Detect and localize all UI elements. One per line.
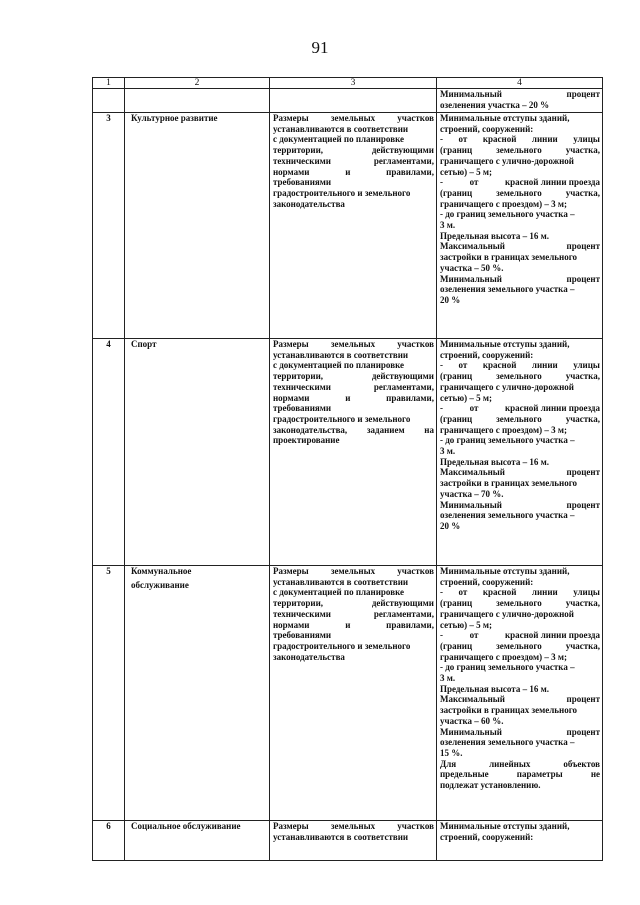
word: параметры xyxy=(516,769,563,780)
size-line xyxy=(273,339,434,350)
word: Размеры xyxy=(273,113,309,123)
header-cell-2: 2 xyxy=(125,78,270,89)
word: действующими xyxy=(371,371,434,382)
param-line: озеленения участка – 20 % xyxy=(440,99,550,110)
word: от xyxy=(469,403,479,414)
param-line: Предельная высота – 16 м. xyxy=(440,683,549,694)
param-line: 15 %. xyxy=(440,747,463,758)
name-line: обслуживание xyxy=(131,579,189,590)
word: земельного xyxy=(496,640,542,651)
word: красной xyxy=(482,360,517,371)
word: нормами xyxy=(273,619,310,630)
word: участка, xyxy=(565,371,600,382)
word: участков xyxy=(397,339,434,349)
param-line: озеленения земельного участка – xyxy=(440,284,575,295)
header-row xyxy=(93,78,603,89)
word: Размеры xyxy=(273,566,309,576)
param-line: 3 м. xyxy=(440,446,456,457)
word: - xyxy=(440,177,443,188)
word: красной линии проезда xyxy=(504,403,600,414)
word: процент xyxy=(566,273,600,284)
param-line xyxy=(440,727,600,738)
header-cell-1: 1 xyxy=(93,78,125,89)
land-use-name xyxy=(125,339,270,566)
param-line: граничащего с улично-дорожной xyxy=(440,381,574,392)
size-line: устанавливаются в соответствии xyxy=(273,123,409,134)
table-row xyxy=(93,821,603,861)
param-line: застройки в границах земельного xyxy=(440,478,578,489)
size-line: законодательства xyxy=(273,198,345,209)
word: правилами, xyxy=(386,392,434,403)
limit-parameters xyxy=(437,113,603,339)
word: земельных xyxy=(330,339,376,349)
param-line xyxy=(440,467,600,478)
word: красной линии проезда xyxy=(504,630,600,641)
size-line: градостроительного и земельного xyxy=(273,187,411,198)
word: линии xyxy=(531,587,558,598)
word: предельные xyxy=(440,769,489,780)
word: Максимальный xyxy=(440,241,505,252)
row-number: 4 xyxy=(93,339,125,566)
param-line: Предельная высота – 16 м. xyxy=(440,456,549,467)
word: от xyxy=(469,177,479,188)
param-line: 20 % xyxy=(440,520,461,531)
param-line: граничащего с улично-дорожной xyxy=(440,608,574,619)
param-line: сетью) – 5 м; xyxy=(440,166,493,177)
size-line: градостроительного и земельного xyxy=(273,413,411,424)
table-row xyxy=(93,566,603,821)
size-line xyxy=(273,609,434,620)
param-line xyxy=(440,769,600,780)
param-line: строений, сооружений: xyxy=(440,576,534,587)
size-line: градостроительного и земельного xyxy=(273,640,411,651)
param-line xyxy=(440,598,600,609)
word: участка, xyxy=(565,413,600,424)
word: земельных xyxy=(330,821,376,831)
land-use-name xyxy=(125,566,270,821)
word: Минимальный xyxy=(440,726,502,737)
word: Минимальный xyxy=(440,499,502,510)
word: Максимальный xyxy=(440,694,505,705)
param-line: строений, сооружений: xyxy=(440,123,534,134)
size-line: требованиями xyxy=(273,177,332,188)
word: процент xyxy=(566,726,600,737)
param-line: Минимальные отступы зданий, xyxy=(440,821,570,831)
zoning-table xyxy=(92,77,603,861)
table-row xyxy=(93,339,603,566)
word: техническими xyxy=(273,381,331,392)
param-line: участка – 60 %. xyxy=(440,715,504,726)
param-line: - до границ земельного участка – xyxy=(440,435,575,446)
param-line xyxy=(440,403,600,414)
word: Максимальный xyxy=(440,467,505,478)
land-use-name xyxy=(125,821,270,861)
size-line xyxy=(273,598,434,609)
size-line: с документацией по планировке xyxy=(273,360,405,371)
word: Минимальный xyxy=(440,89,502,99)
word: (границ xyxy=(440,598,473,609)
row-number: 6 xyxy=(93,821,125,861)
param-line: сетью) – 5 м; xyxy=(440,392,493,403)
param-line xyxy=(440,371,600,382)
limit-parameters xyxy=(437,89,603,113)
plot-size-rules xyxy=(270,821,437,861)
param-line xyxy=(440,360,600,371)
word: красной xyxy=(482,587,517,598)
size-line: законодательства xyxy=(273,651,345,662)
row-number: 3 xyxy=(93,113,125,339)
param-line: Минимальные отступы зданий, xyxy=(440,566,570,576)
word: процент xyxy=(566,467,600,478)
size-line xyxy=(273,145,434,156)
word: от xyxy=(458,134,468,145)
size-line xyxy=(273,382,434,393)
param-line xyxy=(440,241,600,252)
word: (границ xyxy=(440,640,473,651)
size-line: устанавливаются в соответствии xyxy=(273,831,409,842)
word: заданием xyxy=(366,424,405,435)
limit-parameters xyxy=(437,339,603,566)
land-use-name xyxy=(125,89,270,113)
word: процент xyxy=(566,694,600,705)
word: земельного xyxy=(496,145,542,156)
limit-parameters xyxy=(437,821,603,861)
param-line xyxy=(440,587,600,598)
name-line: Коммунальное xyxy=(131,566,192,576)
word: земельных xyxy=(330,566,376,576)
param-line: озеленения земельного участка – xyxy=(440,737,575,748)
word: правилами, xyxy=(386,166,434,177)
size-line xyxy=(273,425,434,436)
param-line xyxy=(440,630,600,641)
word: территории, xyxy=(273,598,324,609)
size-line: требованиями xyxy=(273,403,332,414)
param-line: граничащего с проездом) – 3 м; xyxy=(440,651,568,662)
row-number: 5 xyxy=(93,566,125,821)
size-line xyxy=(273,566,434,577)
word: земельных xyxy=(330,113,376,123)
word: участков xyxy=(397,566,434,576)
word: Размеры xyxy=(273,821,309,831)
size-line: устанавливаются в соответствии xyxy=(273,349,409,360)
size-line xyxy=(273,393,434,404)
param-line xyxy=(440,500,600,511)
param-line xyxy=(440,89,600,100)
row-number xyxy=(93,89,125,113)
size-line xyxy=(273,371,434,382)
word: линии xyxy=(531,360,558,371)
word: участка, xyxy=(565,640,600,651)
param-line xyxy=(440,177,600,188)
param-line: строений, сооружений: xyxy=(440,349,534,360)
word: участка, xyxy=(565,187,600,198)
word: территории, xyxy=(273,371,324,382)
land-use-name xyxy=(125,113,270,339)
table-row xyxy=(93,89,603,113)
word: Для xyxy=(440,758,457,769)
size-line: устанавливаются в соответствии xyxy=(273,576,409,587)
param-line: строений, сооружений: xyxy=(440,831,534,842)
param-line: застройки в границах земельного xyxy=(440,252,578,263)
size-line xyxy=(273,156,434,167)
param-line: Минимальные отступы зданий, xyxy=(440,339,570,349)
word: регламентами, xyxy=(373,155,434,166)
word: не xyxy=(590,769,600,780)
word: и xyxy=(345,166,351,177)
word: законодательства, xyxy=(273,424,348,435)
param-line xyxy=(440,641,600,652)
plot-size-rules xyxy=(270,339,437,566)
param-line xyxy=(440,274,600,285)
param-line: - до границ земельного участка – xyxy=(440,209,575,220)
param-line: граничащего с проездом) – 3 м; xyxy=(440,424,568,435)
word: земельного xyxy=(496,598,542,609)
word: территории, xyxy=(273,145,324,156)
word: - xyxy=(440,360,443,371)
word: регламентами, xyxy=(373,381,434,392)
word: земельного xyxy=(496,187,542,198)
word: линейных xyxy=(489,758,531,769)
word: от xyxy=(469,630,479,641)
word: - xyxy=(440,134,443,145)
param-line: застройки в границах земельного xyxy=(440,705,578,716)
param-line: сетью) – 5 м; xyxy=(440,619,493,630)
plot-size-rules xyxy=(270,113,437,339)
size-line: с документацией по планировке xyxy=(273,587,405,598)
param-line: подлежат установлению. xyxy=(440,780,541,791)
param-line xyxy=(440,134,600,145)
param-line: участка – 70 %. xyxy=(440,488,504,499)
word: и xyxy=(345,619,351,630)
word: линии xyxy=(531,134,558,145)
param-line: граничащего с проездом) – 3 м; xyxy=(440,198,568,209)
word: земельного xyxy=(496,413,542,424)
word: участка, xyxy=(565,598,600,609)
word: Размеры xyxy=(273,339,309,349)
word: участка, xyxy=(565,145,600,156)
word: (границ xyxy=(440,413,473,424)
word: (границ xyxy=(440,371,473,382)
table-row xyxy=(93,113,603,339)
param-line: 3 м. xyxy=(440,673,456,684)
word: на xyxy=(424,424,434,435)
param-line: 3 м. xyxy=(440,220,456,231)
word: от xyxy=(458,360,468,371)
size-line xyxy=(273,620,434,631)
word: правилами, xyxy=(386,619,434,630)
word: регламентами, xyxy=(373,608,434,619)
plot-size-rules xyxy=(270,89,437,113)
param-line: участка – 50 %. xyxy=(440,262,504,273)
size-line: проектирование xyxy=(273,435,340,446)
param-line xyxy=(440,145,600,156)
param-line: озеленения земельного участка – xyxy=(440,510,575,521)
name-line: Культурное развитие xyxy=(131,113,218,123)
word: - xyxy=(440,403,443,414)
word: процент xyxy=(566,499,600,510)
word: нормами xyxy=(273,392,310,403)
param-line xyxy=(440,694,600,705)
word: - xyxy=(440,587,443,598)
header-cell-4: 4 xyxy=(437,78,603,89)
word: объектов xyxy=(563,758,600,769)
word: техническими xyxy=(273,608,331,619)
word: (границ xyxy=(440,187,473,198)
param-line: Минимальные отступы зданий, xyxy=(440,113,570,123)
word: и xyxy=(345,392,351,403)
size-line: с документацией по планировке xyxy=(273,134,405,145)
word: участков xyxy=(397,113,434,123)
word: красной линии проезда xyxy=(504,177,600,188)
word: улицы xyxy=(573,134,600,145)
page-number: 91 xyxy=(311,38,329,57)
word: - xyxy=(440,630,443,641)
size-line xyxy=(273,821,434,832)
param-line xyxy=(440,759,600,770)
limit-parameters xyxy=(437,566,603,821)
word: красной xyxy=(482,134,517,145)
word: техническими xyxy=(273,155,331,166)
name-line: Социальное обслуживание xyxy=(131,821,241,831)
word: нормами xyxy=(273,166,310,177)
word: процент xyxy=(566,89,600,99)
word: Минимальный xyxy=(440,273,502,284)
param-line: Предельная высота – 16 м. xyxy=(440,230,549,241)
param-line xyxy=(440,188,600,199)
word: действующими xyxy=(371,145,434,156)
word: действующими xyxy=(371,598,434,609)
param-line: граничащего с улично-дорожной xyxy=(440,155,574,166)
param-line: 20 % xyxy=(440,294,461,305)
word: земельного xyxy=(496,371,542,382)
word: участков xyxy=(397,821,434,831)
header-cell-3: 3 xyxy=(270,78,437,89)
size-line xyxy=(273,167,434,178)
word: от xyxy=(458,587,468,598)
size-line: требованиями xyxy=(273,630,332,641)
word: процент xyxy=(566,241,600,252)
word: (границ xyxy=(440,145,473,156)
word: улицы xyxy=(573,587,600,598)
param-line: - до границ земельного участка – xyxy=(440,662,575,673)
plot-size-rules xyxy=(270,566,437,821)
param-line xyxy=(440,414,600,425)
name-line: Спорт xyxy=(131,339,157,349)
size-line xyxy=(273,113,434,124)
word: улицы xyxy=(573,360,600,371)
